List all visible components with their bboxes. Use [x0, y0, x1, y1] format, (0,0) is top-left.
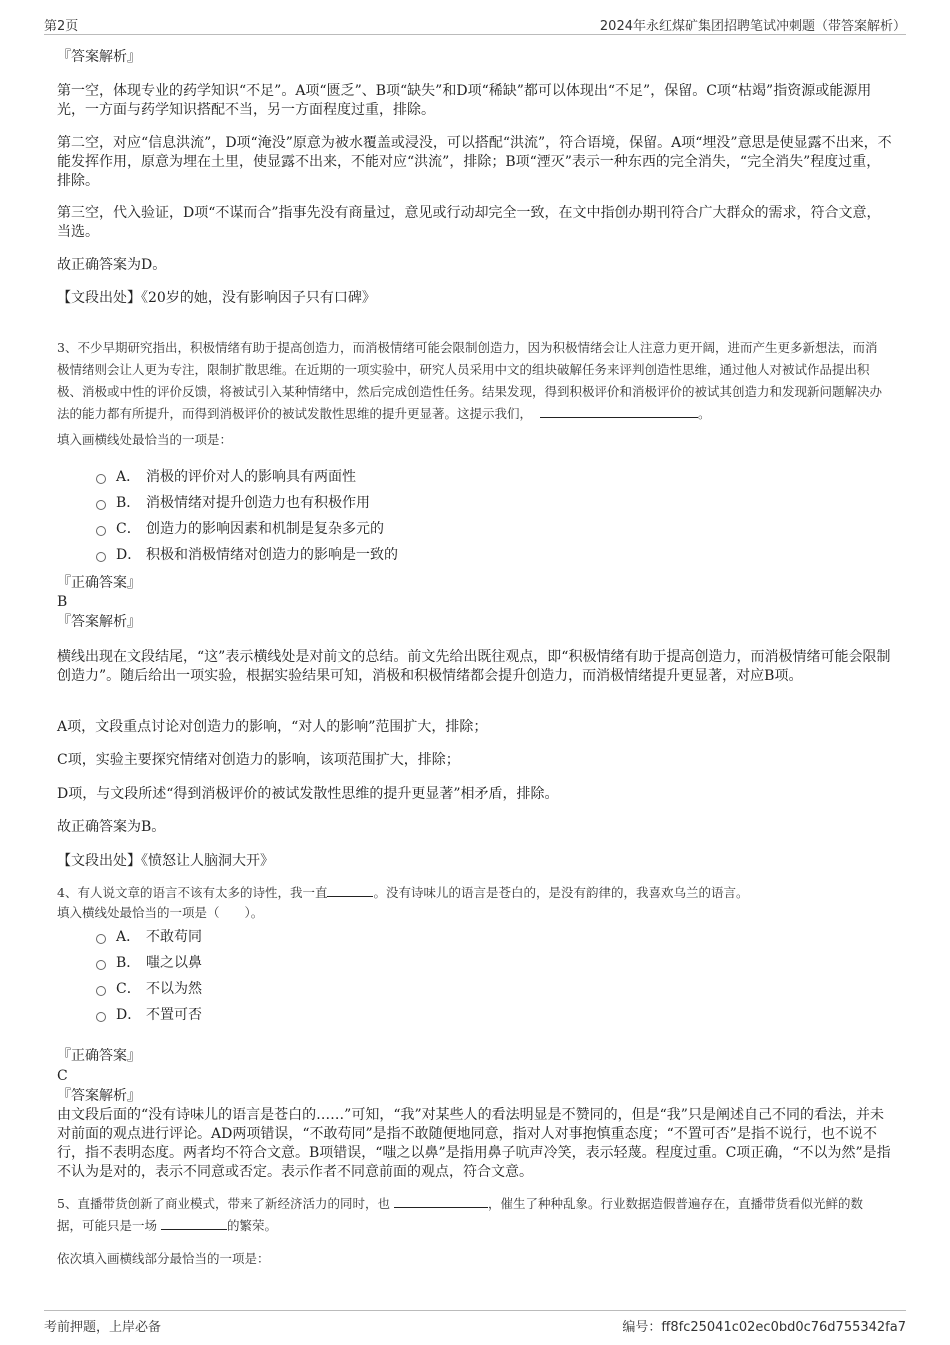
q2-analysis-para3: 第三空，代入验证，D项“不谋而合”指事先没有商量过，意见或行动却完全一致，在文中指创办期刊符合广大群众的需求，符合文意，当选。 — [57, 205, 881, 240]
page-number: 第2页 — [44, 19, 79, 34]
q3-analysis-para1: 横线出现在文段结尾，“这”表示横线处是对前文的总结。前文先给出既往观点，即“积极情绪有助于提高创造力，而消极情绪可能会限制创造力”。随后给出一项实验，根据实验结果可知，消极和积极情绪都会提升创造力，而消极情绪提升更显著，对应B项。 — [57, 649, 891, 684]
q2-analysis-para1: 第一空，体现专业的药学知识“不足”。A项“匮乏”、B项“缺失”和D项“稀缺”都可以体现出“不足”，保留。C项“枯竭”指资源或能源用光，一方面与药学知识搭配不当，另一方面程度过重，排除。 — [57, 83, 872, 118]
q3-analysis-para3: C项，实验主要探究情绪对创造力的影响，该项范围扩大，排除； — [57, 752, 460, 768]
radio-icon[interactable] — [96, 986, 106, 996]
q4-option-c[interactable]: C． 不以为然 — [96, 979, 202, 999]
document-title: 2024年永红煤矿集团招聘笔试冲刺题（带答案解析） — [599, 19, 906, 34]
radio-icon[interactable] — [96, 960, 106, 970]
q5-blank-2 — [161, 1216, 227, 1230]
q4-answer: C — [57, 1068, 68, 1084]
q3-analysis-label: 『答案解析』 — [57, 614, 141, 630]
q2-source: 【文段出处】《20岁的她，没有影响因子只有口碑》 — [57, 290, 376, 306]
q4-option-a[interactable]: A． 不敢苟同 — [96, 927, 202, 947]
q3-source: 【文段出处】《愤怒让人脑洞大开》 — [57, 853, 274, 869]
q3-blank — [540, 404, 698, 418]
document-id: 编号：ff8fc25041c02ec0bd0c76d755342fa7 — [622, 1320, 906, 1335]
q3-analysis-para2: A项，文段重点讨论对创造力的影响，“对人的影响”范围扩大，排除； — [57, 719, 488, 735]
q3-option-c[interactable]: C． 创造力的影响因素和机制是复杂多元的 — [96, 519, 384, 539]
q3-stem-end: 。 — [698, 406, 711, 421]
q5-stem: 5、直播带货创新了商业模式，带来了新经济活力的同时，也 ，催生了种种乱象。行业数据造假普遍存在，直播带货看似光鲜的数据，可能只是一场 的繁荣。 — [57, 1196, 863, 1233]
q5-prompt: 依次填入画横线部分最恰当的一项是： — [57, 1251, 270, 1266]
q3-answer-label: 『正确答案』 — [57, 575, 141, 591]
q5-blank-1 — [394, 1194, 488, 1208]
radio-icon[interactable] — [96, 526, 106, 536]
footer-slogan: 考前押题，上岸必备 — [44, 1320, 162, 1335]
q4-blank — [327, 883, 373, 897]
q2-analysis-para2: 第二空，对应“信息洪流”，D项“淹没”原意为被水覆盖或浸没，可以搭配“洪流”，符合语境，保留。A项“埋没”意思是使显露不出来，不能发挥作用，原意为埋在土里，使显露不出来，不能对应“洪流”，排除；B项“湮灭”表示一种东西的完全消失，“完全消失”程度过重，排除。 — [57, 135, 892, 189]
page-header — [44, 12, 906, 35]
q3-analysis-para4: D项，与文段所述“得到消极评价的被试发散性思维的提升更显著”相矛盾，排除。 — [57, 786, 559, 802]
q3-stem-text: 3、不少早期研究指出，积极情绪有助于提高创造力，而消极情绪可能会限制创造力，因为积极情绪会让人注意力更开阔，进而产生更多新想法，而消极情绪则会让人更为专注，限制扩散思维。在近期的一项实验中，研究人员采用中文的组块破解任务来评判创造性思维，通过他人对被试作品提出积极、消极或中性的评价反馈，将被试引入某种情绪中，然后完成创造性任务。结果发现，得到积极评价和消极评价的被试其创造力和发现新问题解决办法的能力都有所提升，而得到消极评价的被试发散性思维的提升更显著。这提示我们， — [57, 340, 883, 421]
q3-conclusion: 故正确答案为B。 — [57, 819, 166, 835]
q2-analysis-label: 『答案解析』 — [57, 49, 141, 65]
radio-icon[interactable] — [96, 934, 106, 944]
q3-answer: B — [57, 594, 68, 610]
radio-icon[interactable] — [96, 500, 106, 510]
q3-option-a[interactable]: A． 消极的评价对人的影响具有两面性 — [96, 467, 356, 487]
radio-icon[interactable] — [96, 1012, 106, 1022]
q4-answer-label: 『正确答案』 — [57, 1048, 141, 1064]
q2-conclusion: 故正确答案为D。 — [57, 257, 167, 273]
q4-option-b[interactable]: B． 嗤之以鼻 — [96, 953, 202, 973]
q3-option-b[interactable]: B． 消极情绪对提升创造力也有积极作用 — [96, 493, 370, 513]
q4-stem: 4、有人说文章的语言不该有太多的诗性，我一直 。没有诗味儿的语言是苍白的，是没有韵律的，我喜欢乌兰的语言。 — [57, 885, 749, 900]
q3-prompt: 填入画横线处最恰当的一项是： — [57, 432, 233, 447]
q4-analysis: 由文段后面的“没有诗味儿的语言是苍白的……”可知，“我”对某些人的看法明显是不赞同的，但是“我”只是阐述自己不同的看法，并未对前面的观点进行评论。AD两项错误，“不敢苟同”是指不敢随便地同意，指对人对事抱慎重态度；“不置可否”是指不说行，也不说不行，指不表明态度。两者均不符合文意。B项错误，“嗤之以鼻”是指用鼻子吭声冷笑，表示轻蔑。程度过重。C项正确，“不以为然”是指不认为是对的，表示不同意或否定。表示作者不同意前面的观点，符合文意。 — [57, 1107, 891, 1180]
q4-prompt: 填入横线处最恰当的一项是（ ）。 — [57, 905, 264, 920]
radio-icon[interactable] — [96, 474, 106, 484]
q4-analysis-label: 『答案解析』 — [57, 1088, 141, 1104]
radio-icon[interactable] — [96, 552, 106, 562]
q3-option-d[interactable]: D． 积极和消极情绪对创造力的影响是一致的 — [96, 545, 398, 565]
q4-option-d[interactable]: D． 不置可否 — [96, 1005, 202, 1025]
q3-stem — [57, 337, 887, 425]
page-footer — [44, 1310, 906, 1339]
